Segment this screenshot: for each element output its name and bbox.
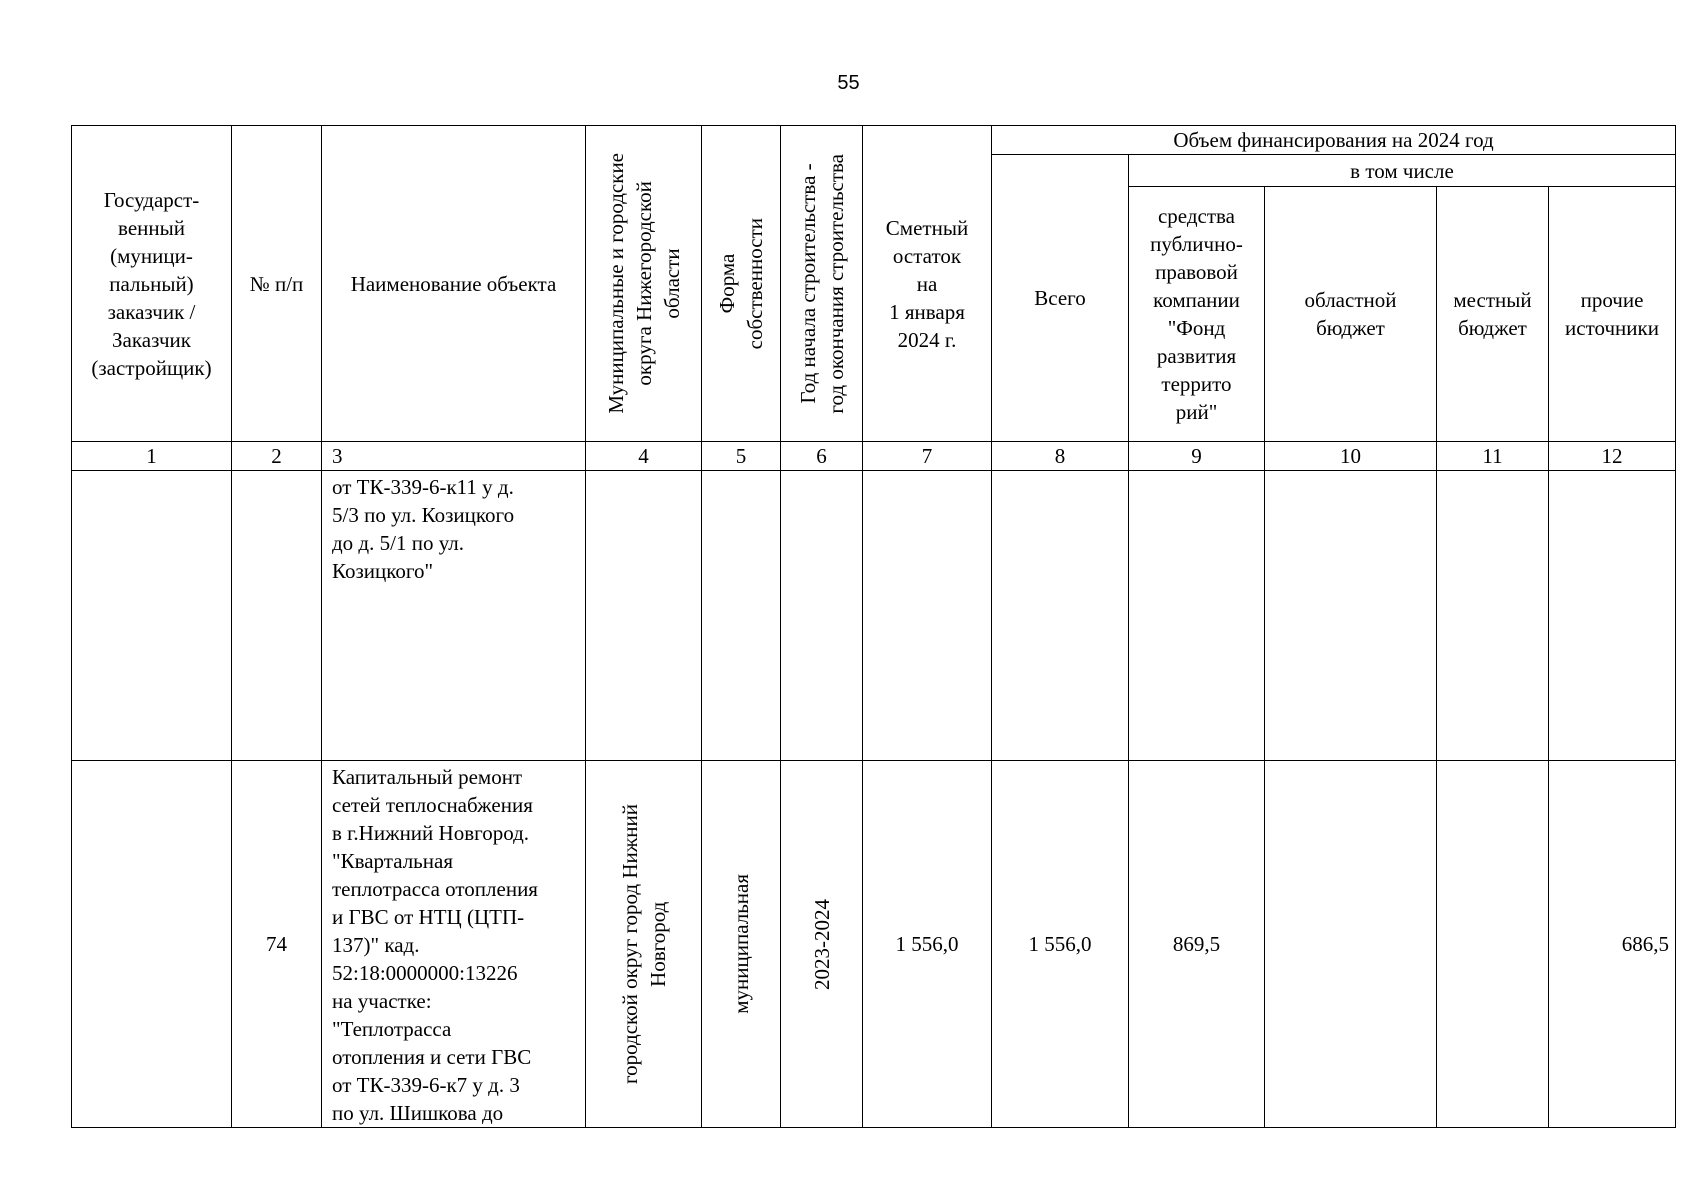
row-municipality-cell: [586, 761, 702, 1128]
financing-table: [71, 125, 1676, 1128]
page-number: 55: [837, 72, 860, 94]
header-other-sources: прочие источники: [1549, 187, 1676, 442]
row-estimate-balance: 1 556,0: [863, 761, 992, 1128]
row-other-sources: 686,5: [1549, 761, 1676, 1128]
header-municipality: Муниципальные и городские округа Нижегородской области: [603, 153, 684, 414]
row-municipality: [586, 471, 702, 761]
row-object-name: Капитальный ремонт сетей теплоснабжения в г.Нижний Новгород. "Квартальная теплотрасса отопления и ГВС от НТЦ (ЦТП- 137)" кад. 52:18:0000000:13226 на участке: "Теплотрасса отопления и сети ГВС от ТК-339-6-к7 у д. 3 по ул. Шишкова до: [322, 761, 586, 1128]
row-ownership-cell: [702, 761, 781, 1128]
header-funding-volume: Объем финансирования на 2024 год: [992, 126, 1676, 155]
column-number: 10: [1265, 442, 1437, 471]
column-number: 12: [1549, 442, 1676, 471]
header-fund: средства публично- правовой компании "Фонд развития террито рий": [1129, 187, 1265, 442]
column-number: 11: [1437, 442, 1549, 471]
header-regional-budget: областной бюджет: [1265, 187, 1437, 442]
row-local-budget: [1437, 761, 1549, 1128]
table-row: [72, 761, 1676, 1128]
header-years: Год начала строительства - год окончания строительства: [795, 153, 848, 414]
row-ownership: муниципальная: [729, 874, 753, 1014]
row-total: 1 556,0: [992, 761, 1129, 1128]
row-regional-budget: [1265, 471, 1437, 761]
column-number: 3: [322, 442, 586, 471]
row-fund: [1129, 471, 1265, 761]
header-customer: Государст- венный (муници- пальный) заказчик / Заказчик (застройщик): [72, 126, 232, 442]
header-local-budget: местный бюджет: [1437, 187, 1549, 442]
row-customer: [72, 471, 232, 761]
row-local-budget: [1437, 471, 1549, 761]
row-municipality: городской округ город Нижний Новгород: [617, 804, 670, 1084]
column-number: 8: [992, 442, 1129, 471]
column-number: 4: [586, 442, 702, 471]
row-years: [781, 471, 863, 761]
header-estimate-balance: Сметный остаток на 1 января 2024 г.: [863, 126, 992, 442]
header-municipality-cell: [586, 126, 702, 442]
header-ownership: Форма собственности: [715, 217, 767, 350]
column-number: 9: [1129, 442, 1265, 471]
row-regional-budget: [1265, 761, 1437, 1128]
header-including: в том числе: [1129, 155, 1676, 187]
row-fund: 869,5: [1129, 761, 1265, 1128]
row-years-cell: [781, 761, 863, 1128]
header-total: Всего: [992, 155, 1129, 442]
row-number: 74: [232, 761, 322, 1128]
row-total: [992, 471, 1129, 761]
row-other-sources: [1549, 471, 1676, 761]
column-numbers-row: [72, 442, 1676, 471]
column-number: 5: [702, 442, 781, 471]
table-row: [72, 471, 1676, 761]
column-number: 2: [232, 442, 322, 471]
row-customer: [72, 761, 232, 1128]
row-number: [232, 471, 322, 761]
row-object-name: от ТК-339-6-к11 у д. 5/3 по ул. Козицкого до д. 5/1 по ул. Козицкого": [322, 471, 586, 761]
header-object-name: Наименование объекта: [322, 126, 586, 442]
header-ownership-cell: [702, 126, 781, 442]
header-years-cell: [781, 126, 863, 442]
column-number: 1: [72, 442, 232, 471]
column-number: 6: [781, 442, 863, 471]
column-number: 7: [863, 442, 992, 471]
header-number: № п/п: [232, 126, 322, 442]
row-estimate-balance: [863, 471, 992, 761]
row-years: 2023-2024: [809, 898, 834, 990]
row-ownership: [702, 471, 781, 761]
